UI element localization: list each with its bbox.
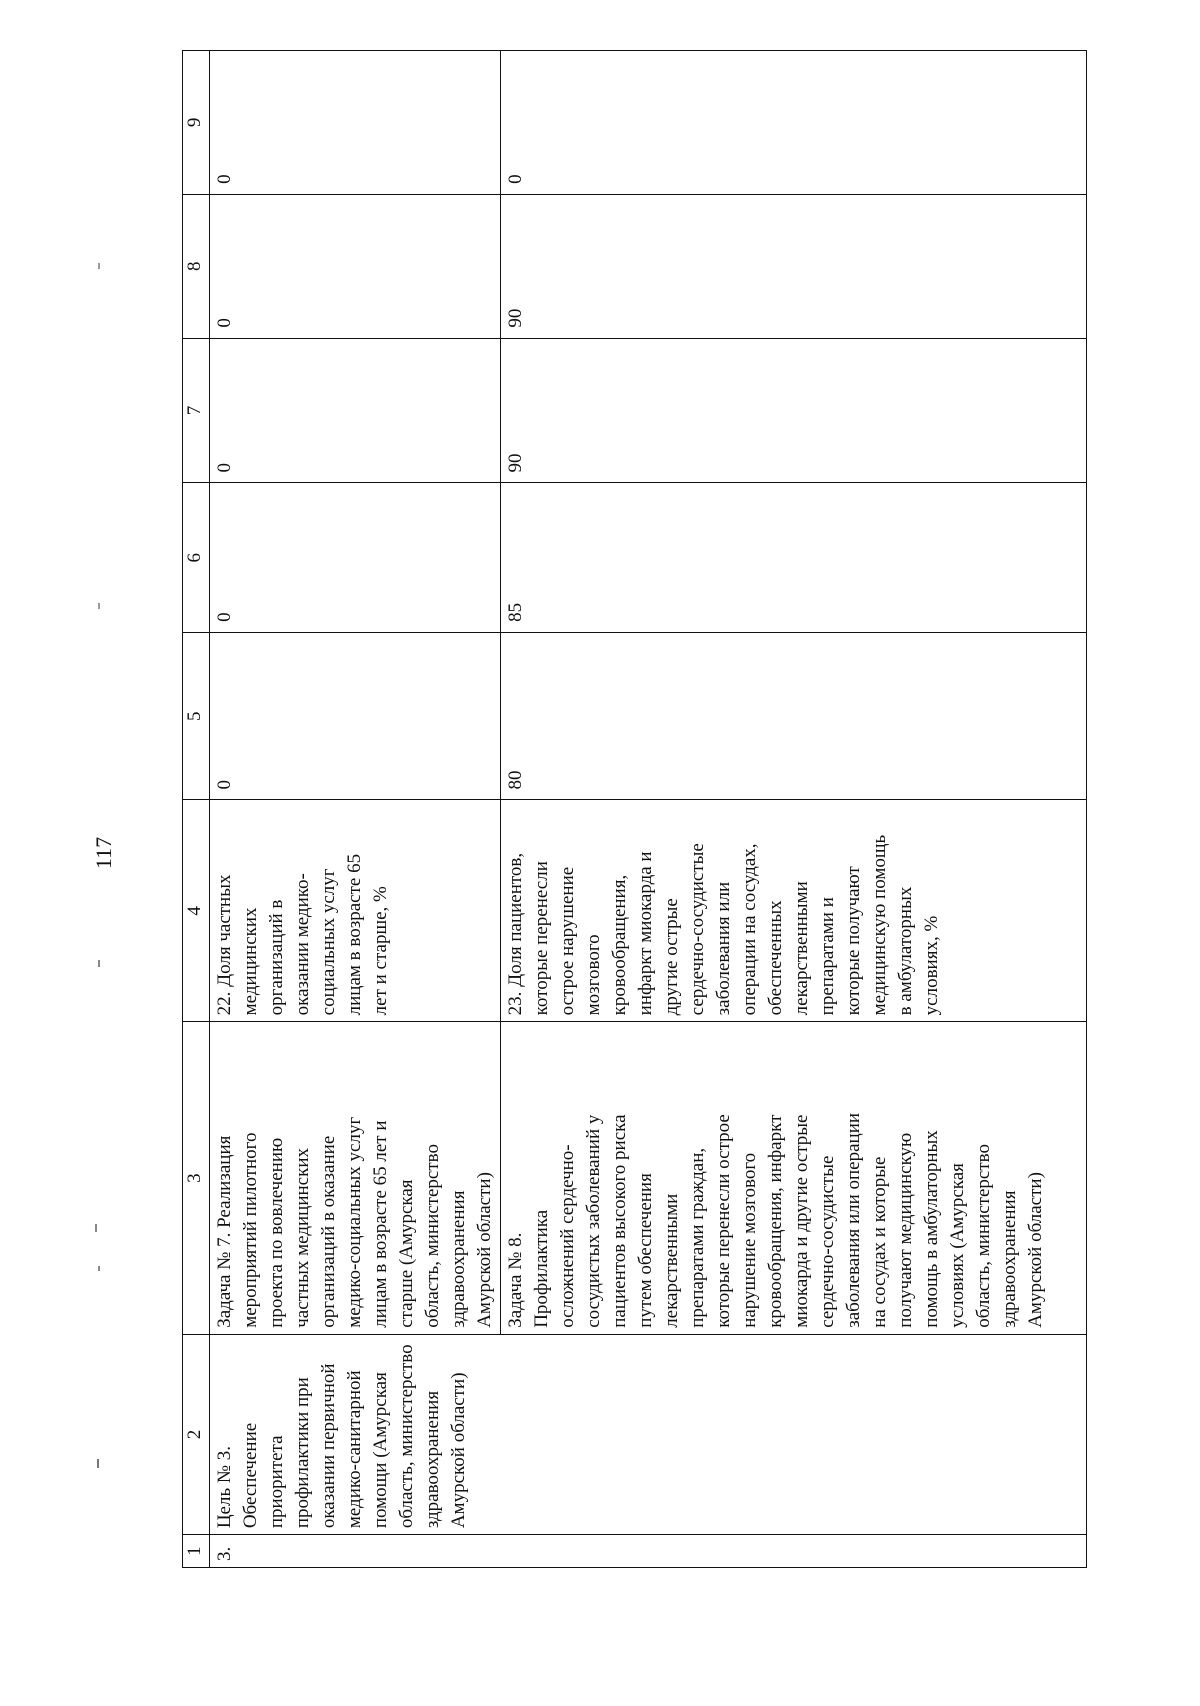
value-cell: 0 — [210, 632, 501, 800]
column-header: 5 — [183, 632, 210, 800]
value-cell: 90 — [501, 194, 1087, 338]
table-row — [210, 51, 501, 1568]
column-header: 8 — [183, 194, 210, 338]
value-cell: 0 — [210, 194, 501, 338]
document-table — [182, 50, 1087, 1568]
column-header: 4 — [183, 800, 210, 1022]
column-header: 3 — [183, 1022, 210, 1334]
column-header: 9 — [183, 51, 210, 195]
indicator-cell: 23. Доля пациентов, которые перенесли острое нарушение мозгового кровообращения, инфаркт миокарда и другие острые сердечно-сосудистые заболевания или операции на сосудах, обеспеченных лекарственными препаратами и которые получают медицинскую помощь в амбулаторных условиях, % — [501, 800, 1087, 1022]
indicator-cell: 22. Доля частных медицинских организаций в оказании медико- социальных услуг лицам в возрасте 65 лет и старше, % — [210, 800, 501, 1022]
column-header: 6 — [183, 483, 210, 632]
task-cell: Задача № 8. Профилактика осложнений сердечно- сосудистых заболеваний у пациентов высокого риска путем обеспечения лекарственными препаратами граждан, которые перенесли острое нарушение мозгового кровообращения, инфаркт миокарда и другие острые сердечно-сосудистые заболевания или операции на сосудах и которые получают медицинскую помощь в амбулаторных условиях (Амурская область, министерство здравоохранения Амурской области) — [501, 1022, 1087, 1334]
column-header: 1 — [183, 1535, 210, 1568]
value-cell: 80 — [501, 632, 1087, 800]
value-cell: 0 — [210, 338, 501, 483]
value-cell: 85 — [501, 483, 1087, 632]
goal-cell: Цель № 3. Обеспечение приоритета профилактики при оказании первичной медико-санитарной помощи (Амурская область, министерство здравоохранения Амурской области) — [210, 1334, 1087, 1534]
column-header: 2 — [183, 1334, 210, 1534]
column-header: 7 — [183, 338, 210, 483]
page-number: 117 — [91, 836, 116, 870]
value-cell: 0 — [210, 51, 501, 195]
document-table-frame — [182, 50, 1087, 1568]
row-number-cell: 3. — [210, 1535, 1087, 1568]
task-cell: Задача № 7. Реализация мероприятий пилотного проекта по вовлечению частных медицинских организаций в оказание медико-социальных услуг лицам в возрасте 65 лет и старше (Амурская область, министерство здравоохранения Амурской области) — [210, 1022, 501, 1334]
value-cell: 90 — [501, 338, 1087, 483]
value-cell: 0 — [501, 51, 1087, 195]
column-header-row — [183, 51, 210, 1568]
value-cell: 0 — [210, 483, 501, 632]
